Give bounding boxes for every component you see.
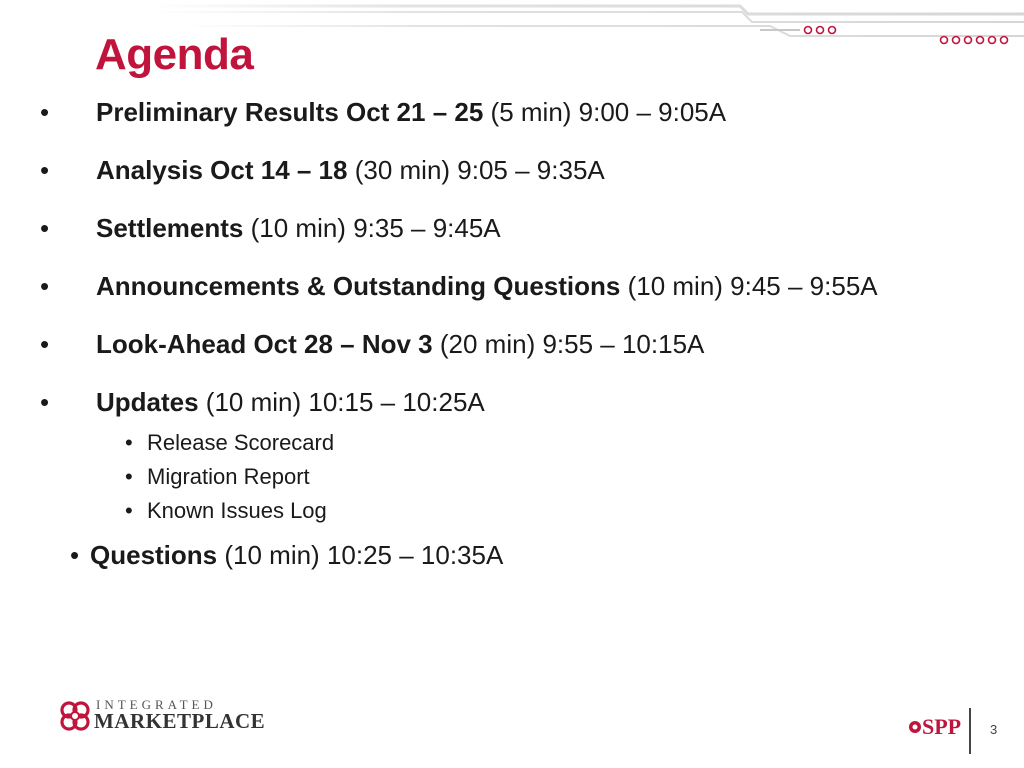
- integrated-marketplace-logo-icon: [58, 699, 92, 733]
- agenda-item-title: Analysis Oct 14 – 18: [96, 155, 348, 185]
- agenda-item-time: (5 min) 9:00 – 9:05A: [483, 97, 727, 127]
- agenda-item-title: Settlements: [96, 213, 244, 243]
- sub-bullet: •: [125, 464, 133, 489]
- agenda-item-time: (20 min) 9:55 – 10:15A: [432, 329, 705, 359]
- agenda-item-text: [96, 385, 485, 419]
- agenda-item: [40, 385, 1020, 429]
- agenda-item-title: Updates: [96, 387, 199, 417]
- agenda-item-time: (10 min) 10:25 – 10:35A: [217, 540, 504, 570]
- spp-logo-icon: [908, 720, 922, 734]
- spp-logo-text: SPP: [922, 714, 962, 739]
- agenda-item-title: Look-Ahead Oct 28 – Nov 3: [96, 329, 433, 359]
- agenda-list: [40, 95, 1020, 531]
- sub-item: [40, 429, 1020, 463]
- sub-item-text: Release Scorecard: [147, 430, 335, 455]
- sub-item-text: Known Issues Log: [147, 498, 327, 523]
- spp-logo: [908, 712, 968, 748]
- sub-bullet: •: [125, 430, 133, 455]
- agenda-item-time: (10 min) 9:45 – 9:55A: [620, 271, 878, 301]
- agenda-item-time: (30 min) 9:05 – 9:35A: [347, 155, 605, 185]
- agenda-item: [40, 327, 1020, 385]
- bullet: •: [40, 213, 50, 243]
- bullet: •: [40, 155, 50, 185]
- footer-divider: [969, 708, 971, 754]
- agenda-item-text: [96, 211, 501, 245]
- logo-text-marketplace: MARKETPLACE: [94, 709, 266, 733]
- agenda-item-title: Preliminary Results Oct 21 – 25: [96, 97, 484, 127]
- slide-title: Agenda: [95, 30, 254, 79]
- integrated-marketplace-logo: [58, 697, 266, 737]
- sub-bullet: •: [125, 498, 133, 523]
- agenda-item-text: [96, 327, 704, 361]
- sub-item-text: Migration Report: [147, 464, 310, 489]
- agenda-item: [40, 269, 1020, 327]
- agenda-item-text: [96, 153, 605, 187]
- agenda-item-text: [96, 269, 878, 303]
- bullet: •: [40, 329, 50, 359]
- bullet: •: [40, 97, 50, 127]
- bullet: •: [70, 540, 80, 570]
- bullet: •: [40, 387, 50, 417]
- agenda-item: [40, 153, 1020, 211]
- agenda-item: [40, 211, 1020, 269]
- sub-item: [40, 497, 1020, 531]
- sub-item: [40, 463, 1020, 497]
- agenda-item-title: Questions: [90, 540, 218, 570]
- agenda-item-time: (10 min) 9:35 – 9:45A: [243, 213, 501, 243]
- logo-text-integrated: INTEGRATED: [96, 697, 217, 712]
- agenda-item-time: (10 min) 10:15 – 10:25A: [198, 387, 485, 417]
- agenda-item-title: Announcements & Outstanding Questions: [96, 271, 621, 301]
- agenda-item-text: [90, 538, 503, 572]
- page-number: 3: [990, 722, 998, 737]
- bullet: •: [40, 271, 50, 301]
- agenda-item: [40, 95, 1020, 153]
- agenda-item-text: [96, 95, 726, 129]
